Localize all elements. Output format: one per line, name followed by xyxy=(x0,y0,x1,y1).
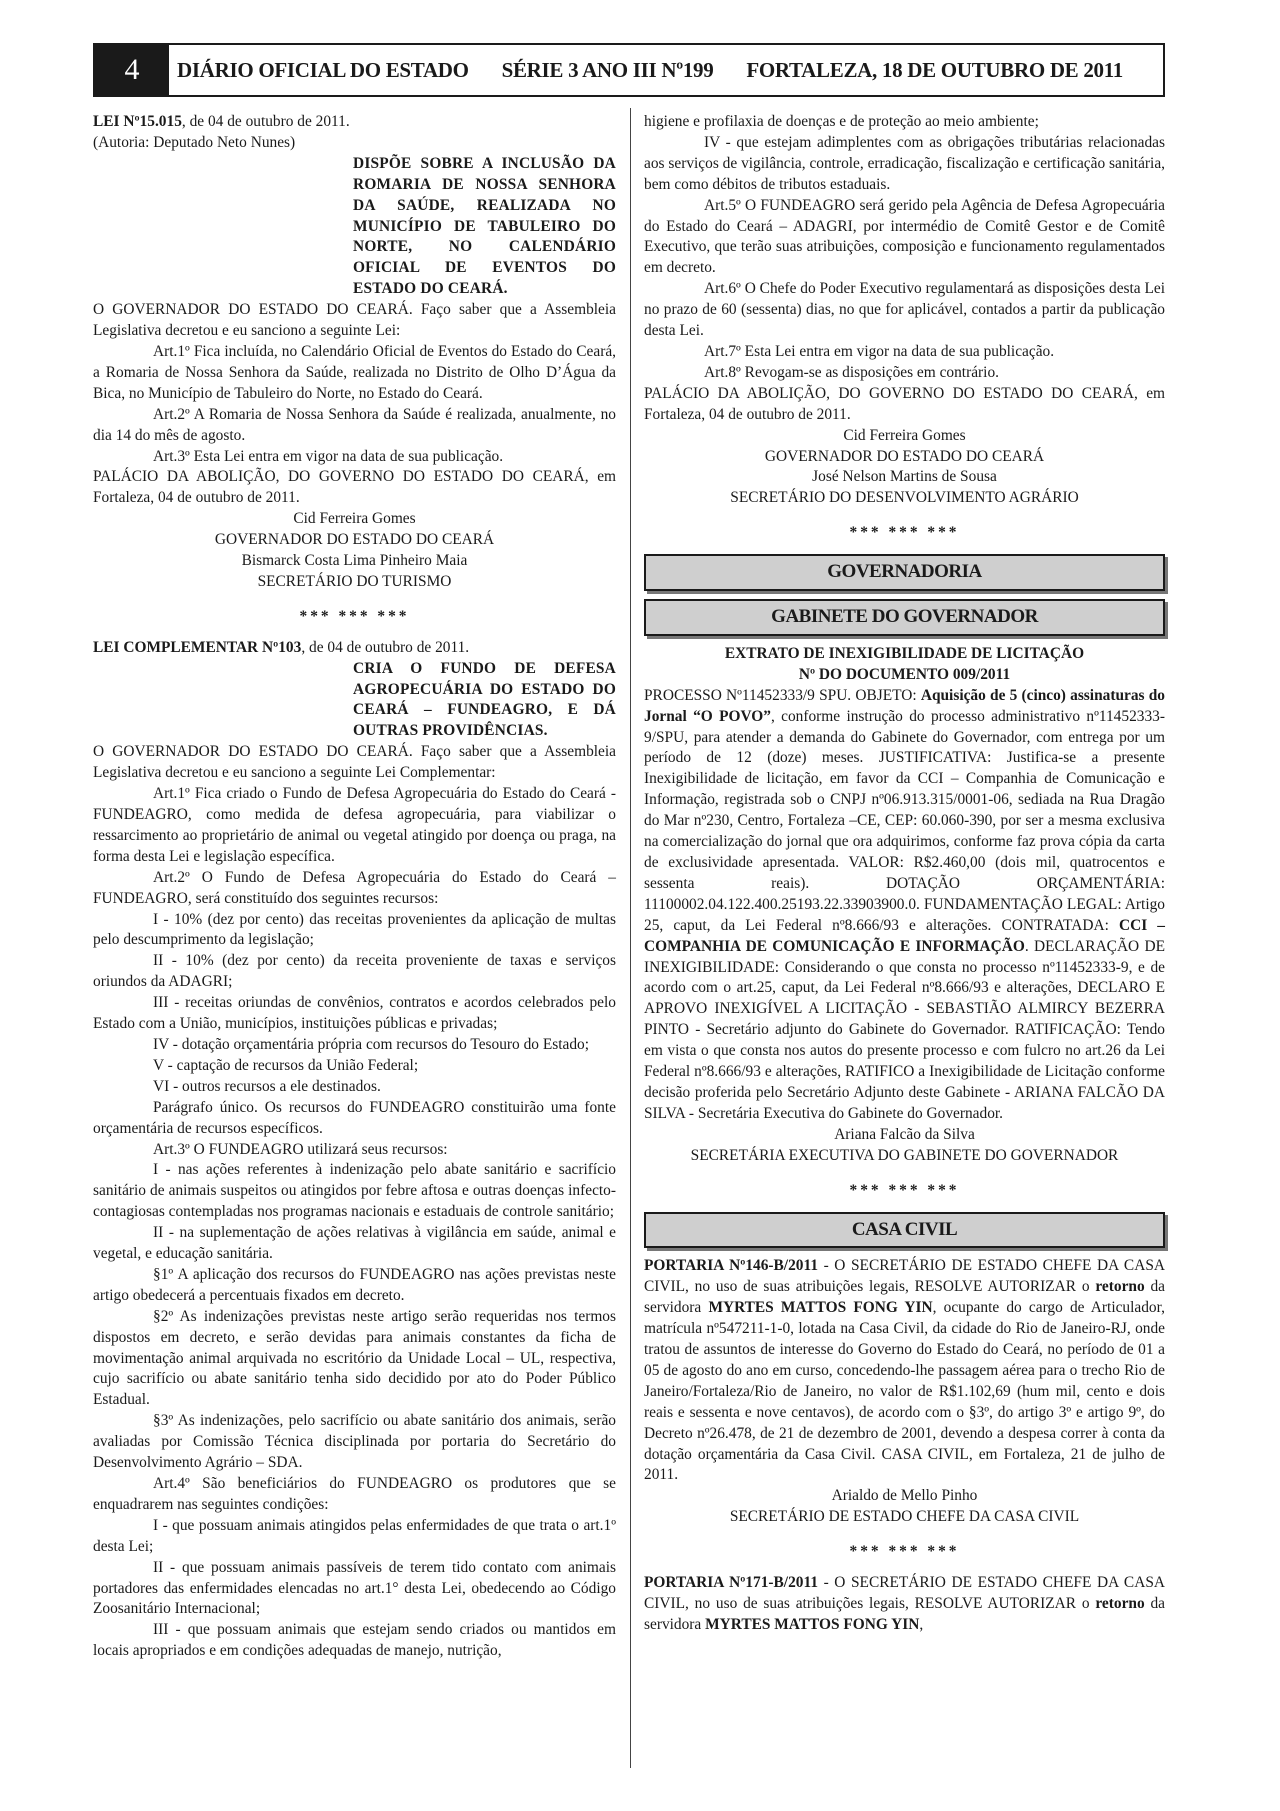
law2-sig2-name: José Nelson Martins de Sousa xyxy=(812,468,997,486)
header-text xyxy=(169,58,1163,83)
section-casa-civil: CASA CIVIL xyxy=(644,1212,1165,1249)
law2-art2-i: I - 10% (dez por cento) das receitas provenientes da aplicação de multas pelo descumprimento da legislação; xyxy=(93,910,616,949)
separator-stars: *** *** *** xyxy=(849,524,960,542)
law1-sig1-name: Cid Ferreira Gomes xyxy=(293,510,416,528)
law2-art2-iii: III - receitas oriundas de convênios, contratos e acordos celebrados pelo Estado com a União, municípios, instituições públicas e privadas; xyxy=(93,994,616,1033)
law2-intro: O GOVERNADOR DO ESTADO DO CEARÁ. Faço saber que a Assembleia Legislativa decretou e eu sanciono a seguinte Lei Complementar: xyxy=(93,743,616,782)
law1-art1: Art.1º Fica incluída, no Calendário Oficial de Eventos do Estado do Ceará, a Romaria de Nossa Senhora da Saúde, realizada no Distrito de Olho D’Água da Bica, no Município de Tabuleiro do Norte, no Estado do Ceará. xyxy=(93,342,616,402)
law1-heading: LEI Nº15.015, de 04 de outubro de 2011. xyxy=(93,113,350,130)
portaria1-sig-role: SECRETÁRIO DE ESTADO CHEFE DA CASA CIVIL xyxy=(729,1508,1080,1526)
law2-art4-i: I - que possuam animais atingidos pelas enfermidades de que trata o art.1º desta Lei; xyxy=(93,1516,616,1555)
law2-art3-p2: §2º As indenizações previstas neste artigo serão requeridas nos termos dispostos em decreto, e serão devidas para animais constantes da ficha de movimentação animal arquivada no escritório da Unidade Local – UL, respectiva, cujo sacrifício ou abate sanitário tenha sido decidido por ato do Poder Público Estadual. xyxy=(93,1307,616,1409)
law2-art7: Art.7º Esta Lei entra em vigor na data de sua publicação. xyxy=(704,342,1055,360)
separator-stars: *** *** *** xyxy=(849,1543,960,1561)
law2-art3-i: I - nas ações referentes à indenização pelo abate sanitário e sacrifício sanitário de animais suspeitos ou atingidos por febre aftosa e outras doenças infecto-contagiosas contempladas nos programas nacionais e estaduais de controle sanitário; xyxy=(93,1161,616,1221)
law2-art8: Art.8º Revogam-se as disposições em contrário. xyxy=(704,363,999,381)
page-header xyxy=(93,43,1165,97)
law1-sig2-name: Bismarck Costa Lima Pinheiro Maia xyxy=(241,552,468,570)
portaria2-body: PORTARIA Nº171-B/2011 - O SECRETÁRIO DE ESTADO CHEFE DA CASA CIVIL, no uso de suas atribuições legais, RESOLVE AUTORIZAR o retorno da servidora MYRTES MATTOS FONG YIN, xyxy=(644,1574,1165,1633)
law2-art4-iii-continued: higiene e profilaxia de doenças e de proteção ao meio ambiente; xyxy=(644,113,1039,130)
law1-author: (Autoria: Deputado Neto Nunes) xyxy=(93,133,296,151)
left-column xyxy=(93,112,616,1662)
portaria1-sig-name: Arialdo de Mello Pinho xyxy=(831,1487,978,1505)
separator-stars: *** *** *** xyxy=(299,607,410,625)
law2-sig2-role: SECRETÁRIO DO DESENVOLVIMENTO AGRÁRIO xyxy=(730,489,1079,507)
right-column xyxy=(644,112,1165,1636)
extrato-body: PROCESSO Nº11452333/9 SPU. OBJETO: Aquisição de 5 (cinco) assinaturas do Jornal “O POVO”, conforme instrução do processo administrativo nº11452333-9/SPU, para atender a demanda do Gabinete do Governador, com entrega por um período de 12 (doze) meses. JUSTIFICATIVA: Justifica-se a presente Inexigibilidade de licitação, em favor da CCI – Companhia de Comunicação e Informação, registrada sob o CNPJ nº06.913.315/0001-06, sediada na Rua Dragão do Mar nº230, Centro, Fortaleza –CE, CEP: 60.060-390, por ser a mesma exclusiva na comercialização do jornal que ora adquirimos, conforme faz prova cópia da carta de exclusividade apresentada. VALOR: R$2.460,00 (dois mil, quatrocentos e sessenta reais). DOTAÇÃO ORÇAMENTÁRIA: 11100002.04.122.400.25193.22.33903900.0. FUNDAMENTAÇÃO LEGAL: Artigo 25, caput, da Lei Federal nº8.666/93 e alterações. CONTRATADA: CCI – COMPANHIA DE COMUNICAÇÃO E INFORMAÇÃO. DECLARAÇÃO DE INEXIGIBILIDADE: Considerando o que consta no processo nº11452333-9, e de acordo com o art.25, caput, da Lei Federal nº8.666/93 e alterações, DECLARO E APROVO INEXIGÍVEL A LICITAÇÃO - SEBASTIÃO ALMIRCY BEZERRA PINTO - Secretário adjunto do Gabinete do Governador. RATIFICAÇÃO: Tendo em vista o que consta nos autos do presente processo e com fulcro no art.26 da Lei Federal nº8.666/93 e alterações, RATIFICO a Inexigibilidade de Licitação conforme decisão proferida pelo Secretário Adjunto deste Gabinete - ARIANA FALCÃO DA SILVA - Secretária Executiva do Gabinete do Governador. xyxy=(644,686,1165,1122)
law1-art3: Art.3º Esta Lei entra em vigor na data de sua publicação. xyxy=(153,447,504,465)
law2-art2-v: V - captação de recursos da União Federal; xyxy=(153,1056,419,1074)
law2-art1: Art.1º Fica criado o Fundo de Defesa Agropecuária do Estado do Ceará - FUNDEAGRO, como medida de defesa agropecuária, para viabilizar o ressarcimento ao proprietário de animal ou vegetal atingido por doença ou praga, na forma desta Lei e legislação específica. xyxy=(93,785,616,865)
paper-title: DIÁRIO OFICIAL DO ESTADO xyxy=(177,57,469,82)
law2-sig1-role: GOVERNADOR DO ESTADO DO CEARÁ xyxy=(764,447,1045,465)
law2-art4-iv: IV - que estejam adimplentes com as obrigações tributárias relacionadas aos serviços de vigilância, controle, erradicação, fiscalização e certificação sanitária, bem como débitos de tributos estaduais. xyxy=(644,133,1165,193)
law2-sig1-name: Cid Ferreira Gomes xyxy=(843,426,966,444)
law2-art3-ii: II - na suplementação de ações relativas à vigilância em saúde, animal e vegetal, e educação sanitária. xyxy=(93,1224,616,1263)
law2-ementa: CRIA O FUNDO DE DEFESA AGROPECUÁRIA DO ESTADO DO CEARÁ – FUNDEAGRO, E DÁ OUTRAS PROVIDÊNCIAS. xyxy=(353,659,616,740)
law1-art2: Art.2º A Romaria de Nossa Senhora da Saúde é realizada, anualmente, no dia 14 do mês de agosto. xyxy=(93,405,616,444)
extrato-sig-name: Ariana Falcão da Silva xyxy=(834,1125,975,1143)
law2-art4-iii: III - que possuam animais que estejam sendo criados ou mantidos em locais apropriados e em condições adequadas de manejo, nutrição, xyxy=(93,1621,616,1660)
law1-palace: PALÁCIO DA ABOLIÇÃO, DO GOVERNO DO ESTADO DO CEARÁ, em Fortaleza, 04 de outubro de 2011. xyxy=(93,468,616,507)
law1-sig2-role: SECRETÁRIO DO TURISMO xyxy=(257,572,452,590)
law2-art3: Art.3º O FUNDEAGRO utilizará seus recursos: xyxy=(153,1140,448,1158)
law1-ementa: DISPÕE SOBRE A INCLUSÃO DA ROMARIA DE NOSSA SENHORA DA SAÚDE, REALIZADA NO MUNICÍPIO DE TABULEIRO DO NORTE, NO CALENDÁRIO OFICIAL DE EVENTOS DO ESTADO DO CEARÁ. xyxy=(353,154,616,298)
section-governadoria: GOVERNADORIA xyxy=(644,554,1165,591)
separator-stars: *** *** *** xyxy=(849,1181,960,1199)
law2-heading: LEI COMPLEMENTAR Nº103, de 04 de outubro de 2011. xyxy=(93,638,470,656)
issue-date: FORTALEZA, 18 DE OUTUBRO DE 2011 xyxy=(746,57,1123,82)
law2-art5: Art.5º O FUNDEAGRO será gerido pela Agência de Defesa Agropecuária do Estado do Ceará – ADAGRI, por intermédio de Comitê Gestor e de Comitê Executivo, que terão suas atribuições, composição e funcionamento regulamentados em decreto. xyxy=(644,196,1165,277)
portaria1-body: PORTARIA Nº146-B/2011 - O SECRETÁRIO DE ESTADO CHEFE DA CASA CIVIL, no uso de suas atribuições legais, RESOLVE AUTORIZAR o retorno da servidora MYRTES MATTOS FONG YIN, ocupante do cargo de Articulador, matrícula nº547211-1-0, lotada na Casa Civil, da cidade do Rio de Janeiro-RJ, onde tratou de assuntos de interesse do Governo do Estado do Ceará, no período de 01 a 05 de agosto do ano em curso, concedendo-lhe passagem aérea para o trecho Rio de Janeiro/Fortaleza/Rio de Janeiro, no valor de R$1.102,69 (hum mil, cento e dois reais e sessenta e nove centavos), de acordo com o §3º, do artigo 3º e artigo 9º, do Decreto nº26.478, de 21 de dezembro de 2001, devendo a despesa correr à conta da dotação orçamentária da Casa Civil. CASA CIVIL, em Fortaleza, 21 de julho de 2011. xyxy=(644,1257,1165,1484)
extrato-document-number: Nº DO DOCUMENTO 009/2011 xyxy=(798,665,1011,683)
column-divider xyxy=(630,108,631,1768)
law1-sig1-role: GOVERNADOR DO ESTADO DO CEARÁ xyxy=(214,531,495,549)
law2-art6: Art.6º O Chefe do Poder Executivo regulamentará as disposições desta Lei no prazo de 60 (sessenta) dias, no que for aplicável, contados a partir da publicação desta Lei. xyxy=(644,280,1165,340)
law2-art2-ii: II - 10% (dez por cento) da receita proveniente de taxas e serviços oriundos da ADAGRI; xyxy=(93,952,616,991)
section-gabinete: GABINETE DO GOVERNADOR xyxy=(644,599,1165,636)
law2-art4: Art.4º São beneficiários do FUNDEAGRO os produtores que se enquadrarem nas seguintes condições: xyxy=(93,1475,616,1513)
law2-palace: PALÁCIO DA ABOLIÇÃO, DO GOVERNO DO ESTADO DO CEARÁ, em Fortaleza, 04 de outubro de 2011. xyxy=(644,384,1165,423)
law2-art2-iv: IV - dotação orçamentária própria com recursos do Tesouro do Estado; xyxy=(153,1035,589,1053)
page-number: 4 xyxy=(95,45,169,95)
law2-art3-p1: §1º A aplicação dos recursos do FUNDEAGRO nas ações previstas neste artigo obedecerá a percentuais fixados em decreto. xyxy=(93,1265,616,1304)
extrato-sig-role: SECRETÁRIA EXECUTIVA DO GABINETE DO GOVERNADOR xyxy=(690,1146,1119,1164)
extrato-title: EXTRATO DE INEXIGIBILIDADE DE LICITAÇÃO xyxy=(724,644,1085,662)
law2-art2-vi: VI - outros recursos a ele destinados. xyxy=(153,1077,381,1095)
law2-art2: Art.2º O Fundo de Defesa Agropecuária do Estado do Ceará – FUNDEAGRO, será constituído dos seguintes recursos: xyxy=(93,868,616,907)
law2-art2-paragraph: Parágrafo único. Os recursos do FUNDEAGRO constituirão uma fonte orçamentária de recursos específicos. xyxy=(93,1098,616,1137)
law2-art4-ii: II - que possuam animais passíveis de terem tido contato com animais portadores das enfermidades elencadas no art.1° desta Lei, obedecendo ao Código Zoosanitário Internacional; xyxy=(93,1558,616,1618)
series-label: SÉRIE 3 ANO III Nº199 xyxy=(501,57,714,82)
law1-intro: O GOVERNADOR DO ESTADO DO CEARÁ. Faço saber que a Assembleia Legislativa decretou e eu sanciono a seguinte Lei: xyxy=(93,301,616,340)
law2-art3-p3: §3º As indenizações, pelo sacrifício ou abate sanitário dos animais, serão avaliadas por Comissão Técnica disciplinada por portaria do Secretário do Desenvolvimento Agrário – SDA. xyxy=(93,1412,616,1472)
